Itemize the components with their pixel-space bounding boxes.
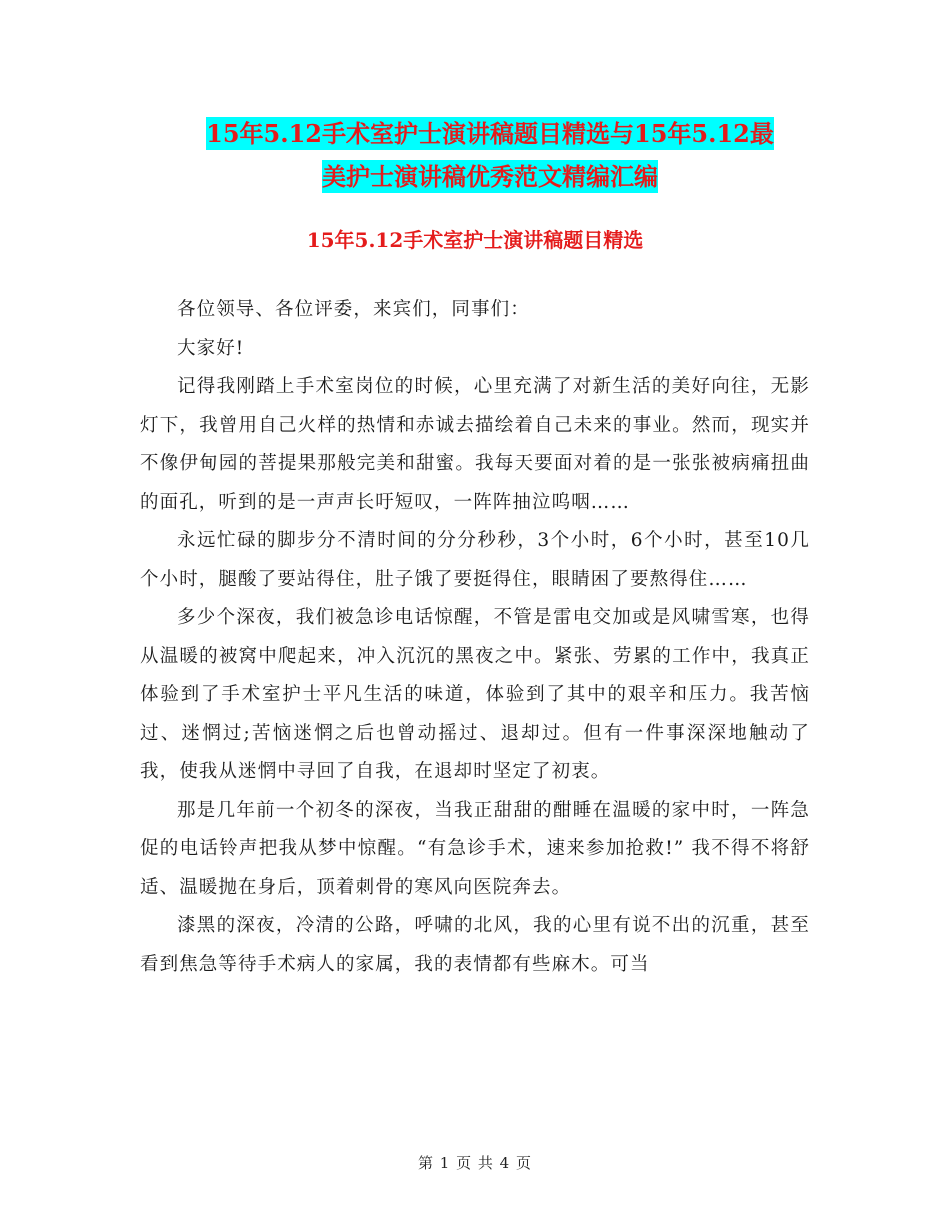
paragraph: 漆黑的深夜，冷清的公路，呼啸的北风，我的心里有说不出的沉重，甚至看到焦急等待手术病人的家属，我的表情都有些麻木。可当 bbox=[140, 915, 810, 975]
paragraph-salutation: 各位领导、各位评委，来宾们，同事们： bbox=[177, 299, 530, 320]
paragraph: 多少个深夜，我们被急诊电话惊醒，不管是雷电交加或是风啸雪寒，也得从温暖的被窝中爬起来，冲入沉沉的黑夜之中。紧张、劳累的工作中，我真正体验到了手术室护士平凡生活的味道，体验到了其中的艰辛和压力。我苦恼过、迷惘过;苦恼迷惘之后也曾动摇过、退却过。但有一件事深深地触动了我，使我从迷惘中寻回了自我，在退却时坚定了初衷。 bbox=[140, 607, 810, 782]
paragraph: 永远忙碌的脚步分不清时间的分分秒秒，3个小时，6个小时，甚至10几个小时，腿酸了要站得住，肚子饿了要挺得住，眼睛困了要熬得住…… bbox=[140, 530, 810, 590]
section-title: 15年5.12手术室护士演讲稿题目精选 bbox=[306, 228, 644, 252]
document-title-line1: 15年5.12手术室护士演讲稿题目精选与15年5.12最 bbox=[206, 119, 774, 148]
document-title bbox=[140, 112, 840, 198]
document-body bbox=[140, 291, 810, 984]
paragraph: 那是几年前一个初冬的深夜，当我正甜甜的酣睡在温暖的家中时，一阵急促的电话铃声把我从梦中惊醒。“有急诊手术，速来参加抢救!” 我不得不将舒适、温暖抛在身后，顶着刺骨的寒风向医院奔去。 bbox=[140, 799, 810, 898]
page-footer: 第 1 页 共 4 页 bbox=[418, 1154, 532, 1172]
paragraph: 记得我刚踏上手术室岗位的时候，心里充满了对新生活的美好向往，无影灯下，我曾用自己火样的热情和赤诚去描绘着自己未来的事业。然而，现实并不像伊甸园的菩提果那般完美和甜蜜。我每天要面对着的是一张张被病痛扭曲的面孔，听到的是一声声长吁短叹，一阵阵抽泣呜咽…… bbox=[140, 376, 810, 513]
paragraph-greeting: 大家好! bbox=[177, 337, 245, 359]
document-title-line2: 美护士演讲稿优秀范文精编汇编 bbox=[322, 162, 658, 191]
